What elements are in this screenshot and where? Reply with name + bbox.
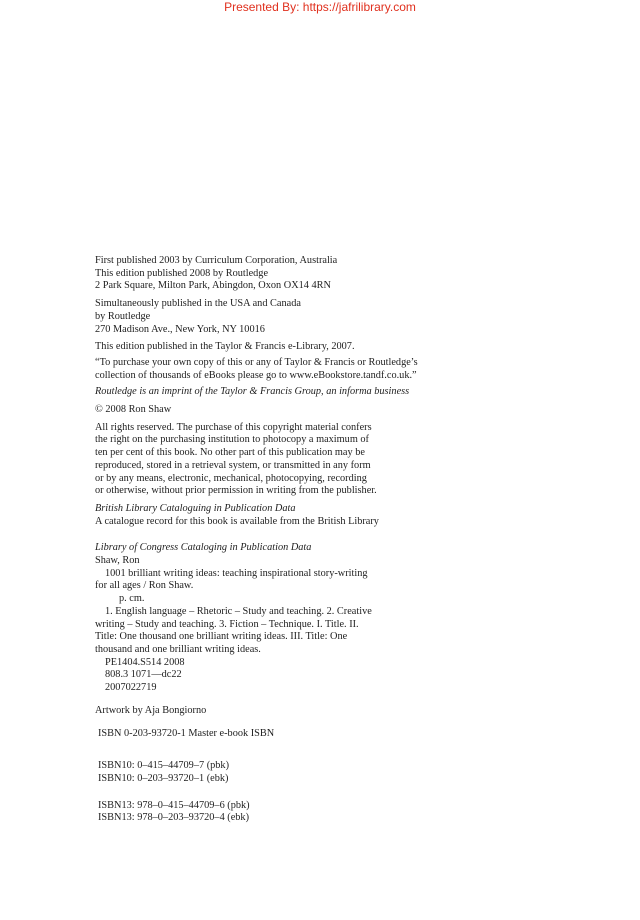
rights-line: All rights reserved. The purchase of this copyright material confers <box>95 421 372 433</box>
first-published-line: First published 2003 by Curriculum Corporation, Australia <box>95 255 338 266</box>
usa-publisher-line: by Routledge <box>95 310 151 322</box>
bl-heading: British Library Cataloguing in Publication Data <box>95 502 296 514</box>
purchase-line: collection of thousands of eBooks please go to www.eBookstore.tandf.co.uk.” <box>95 370 417 382</box>
loc-title-line: for all ages / Ron Shaw. <box>95 580 194 592</box>
publisher-address-line: 2 Park Square, Milton Park, Abingdon, Oxon OX14 4RN <box>95 280 331 292</box>
rights-line: or by any means, electronic, mechanical, photocopying, recording <box>95 472 367 484</box>
british-library-cip <box>95 503 555 528</box>
isbn10-block <box>95 760 555 785</box>
usa-line: Simultaneously published in the USA and Canada <box>95 298 301 310</box>
isbn10-pbk: ISBN10: 0–415–44709–7 (pbk) <box>98 760 229 772</box>
artwork-credit <box>95 705 555 718</box>
loc-author: Shaw, Ron <box>95 555 140 567</box>
rights-statement <box>95 422 555 498</box>
rights-line: or otherwise, without prior permission in writing from the publisher. <box>95 485 377 497</box>
loc-call-number: PE1404.S514 2008 <box>105 656 185 668</box>
isbn-master <box>95 728 555 741</box>
source-banner: Presented By: https://jafrilibrary.com <box>224 0 416 14</box>
artwork-line: Artwork by Aja Bongiorno <box>95 704 207 716</box>
rights-line: reproduced, stored in a retrieval system, or transmitted in any form <box>95 459 371 471</box>
library-of-congress-cip <box>95 542 555 694</box>
loc-subject-line: writing – Study and teaching. 3. Fiction – Technique. I. Title. II. <box>95 618 359 630</box>
usa-address-line: 270 Madison Ave., New York, NY 10016 <box>95 323 265 335</box>
loc-dewey-number: 808.3 1071—dc22 <box>105 669 182 681</box>
usa-publication <box>95 298 555 336</box>
imprint-note <box>95 386 555 399</box>
rights-line: ten per cent of this book. No other part of this publication may be <box>95 447 365 459</box>
publication-history <box>95 255 555 293</box>
loc-control-number: 2007022719 <box>105 682 157 694</box>
ebook-edition-line: This edition published in the Taylor & Francis e-Library, 2007. <box>95 341 355 353</box>
isbn13-pbk: ISBN13: 978–0–415–44709–6 (pbk) <box>98 799 250 811</box>
ebook-edition-note <box>95 341 555 354</box>
edition-published-line: This edition published 2008 by Routledge <box>95 267 269 279</box>
loc-subject-line: thousand and one brilliant writing ideas. <box>95 643 261 655</box>
copyright-line: © 2008 Ron Shaw <box>95 404 172 416</box>
isbn10-ebk: ISBN10: 0–203–93720–1 (ebk) <box>98 772 229 784</box>
rights-line: the right on the purchasing institution to photocopy a maximum of <box>95 434 369 446</box>
purchase-line: “To purchase your own copy of this or any of Taylor & Francis or Routledge’s <box>95 357 418 369</box>
isbn13-ebk: ISBN13: 978–0–203–93720–4 (ebk) <box>98 812 250 824</box>
loc-heading: Library of Congress Cataloging in Publication Data <box>95 542 312 554</box>
bl-text: A catalogue record for this book is available from the British Library <box>95 515 379 527</box>
isbn13-block <box>95 800 555 825</box>
loc-title-line: 1001 brilliant writing ideas: teaching inspirational story-writing <box>105 567 368 579</box>
copyright-imprint <box>95 255 555 825</box>
isbn-master-line: ISBN 0-203-93720-1 Master e-book ISBN <box>98 727 275 739</box>
imprint-note-line: Routledge is an imprint of the Taylor & Francis Group, an informa business <box>95 386 410 398</box>
copyright-notice <box>95 404 555 417</box>
loc-subject-line: 1. English language – Rhetoric – Study and teaching. 2. Creative <box>105 605 372 617</box>
purchase-note <box>95 357 555 382</box>
loc-subject-line: Title: One thousand one brilliant writing ideas. III. Title: One <box>95 631 348 643</box>
loc-pages: p. cm. <box>119 593 145 605</box>
